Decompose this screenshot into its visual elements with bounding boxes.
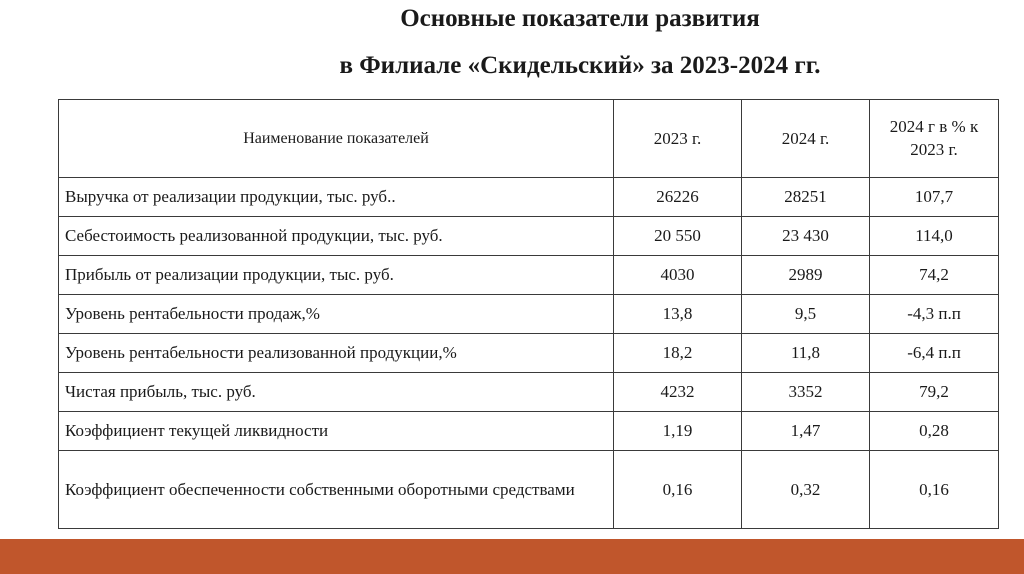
table-header-row [59, 100, 999, 178]
row-value-2024: 23 430 [742, 217, 870, 256]
row-percent: 107,7 [870, 178, 999, 217]
row-percent: -6,4 п.п [870, 334, 999, 373]
row-value-2023: 4232 [614, 373, 742, 412]
row-name: Прибыль от реализации продукции, тыс. руб. [59, 256, 614, 295]
row-value-2024: 3352 [742, 373, 870, 412]
row-value-2023: 18,2 [614, 334, 742, 373]
header-indicator-name: Наименование показателей [59, 100, 614, 178]
slide-title-line-2: в Филиале «Скидельский» за 2023-2024 гг. [339, 52, 821, 79]
row-value-2024: 1,47 [742, 412, 870, 451]
row-value-2024: 11,8 [742, 334, 870, 373]
row-name: Чистая прибыль, тыс. руб. [59, 373, 614, 412]
row-value-2024: 28251 [742, 178, 870, 217]
row-percent: 0,16 [870, 451, 999, 529]
row-name: Выручка от реализации продукции, тыс. руб.. [59, 178, 614, 217]
row-percent: 0,28 [870, 412, 999, 451]
table-row [59, 334, 999, 373]
table-row [59, 412, 999, 451]
bottom-accent-bar [0, 539, 1024, 574]
table-row [59, 178, 999, 217]
row-percent: 114,0 [870, 217, 999, 256]
table-row [59, 373, 999, 412]
row-name: Коэффициент текущей ликвидности [59, 412, 614, 451]
row-value-2023: 4030 [614, 256, 742, 295]
indicators-table [58, 99, 999, 529]
table-row [59, 217, 999, 256]
row-value-2024: 0,32 [742, 451, 870, 529]
row-name: Коэффициент обеспеченности собственными оборотными средствами [59, 451, 614, 529]
header-percent-change: 2024 г в % к 2023 г. [870, 100, 999, 178]
row-value-2023: 13,8 [614, 295, 742, 334]
table-row [59, 451, 999, 529]
row-value-2023: 26226 [614, 178, 742, 217]
row-value-2023: 1,19 [614, 412, 742, 451]
row-name: Уровень рентабельности реализованной продукции,% [59, 334, 614, 373]
table-row [59, 295, 999, 334]
row-value-2023: 0,16 [614, 451, 742, 529]
row-value-2023: 20 550 [614, 217, 742, 256]
table-row [59, 256, 999, 295]
row-name: Себестоимость реализованной продукции, тыс. руб. [59, 217, 614, 256]
row-percent: -4,3 п.п [870, 295, 999, 334]
slide-title-line-1: Основные показатели развития [400, 5, 760, 32]
row-value-2024: 2989 [742, 256, 870, 295]
header-year-2023: 2023 г. [614, 100, 742, 178]
row-percent: 74,2 [870, 256, 999, 295]
row-percent: 79,2 [870, 373, 999, 412]
row-value-2024: 9,5 [742, 295, 870, 334]
row-name: Уровень рентабельности продаж,% [59, 295, 614, 334]
header-year-2024: 2024 г. [742, 100, 870, 178]
